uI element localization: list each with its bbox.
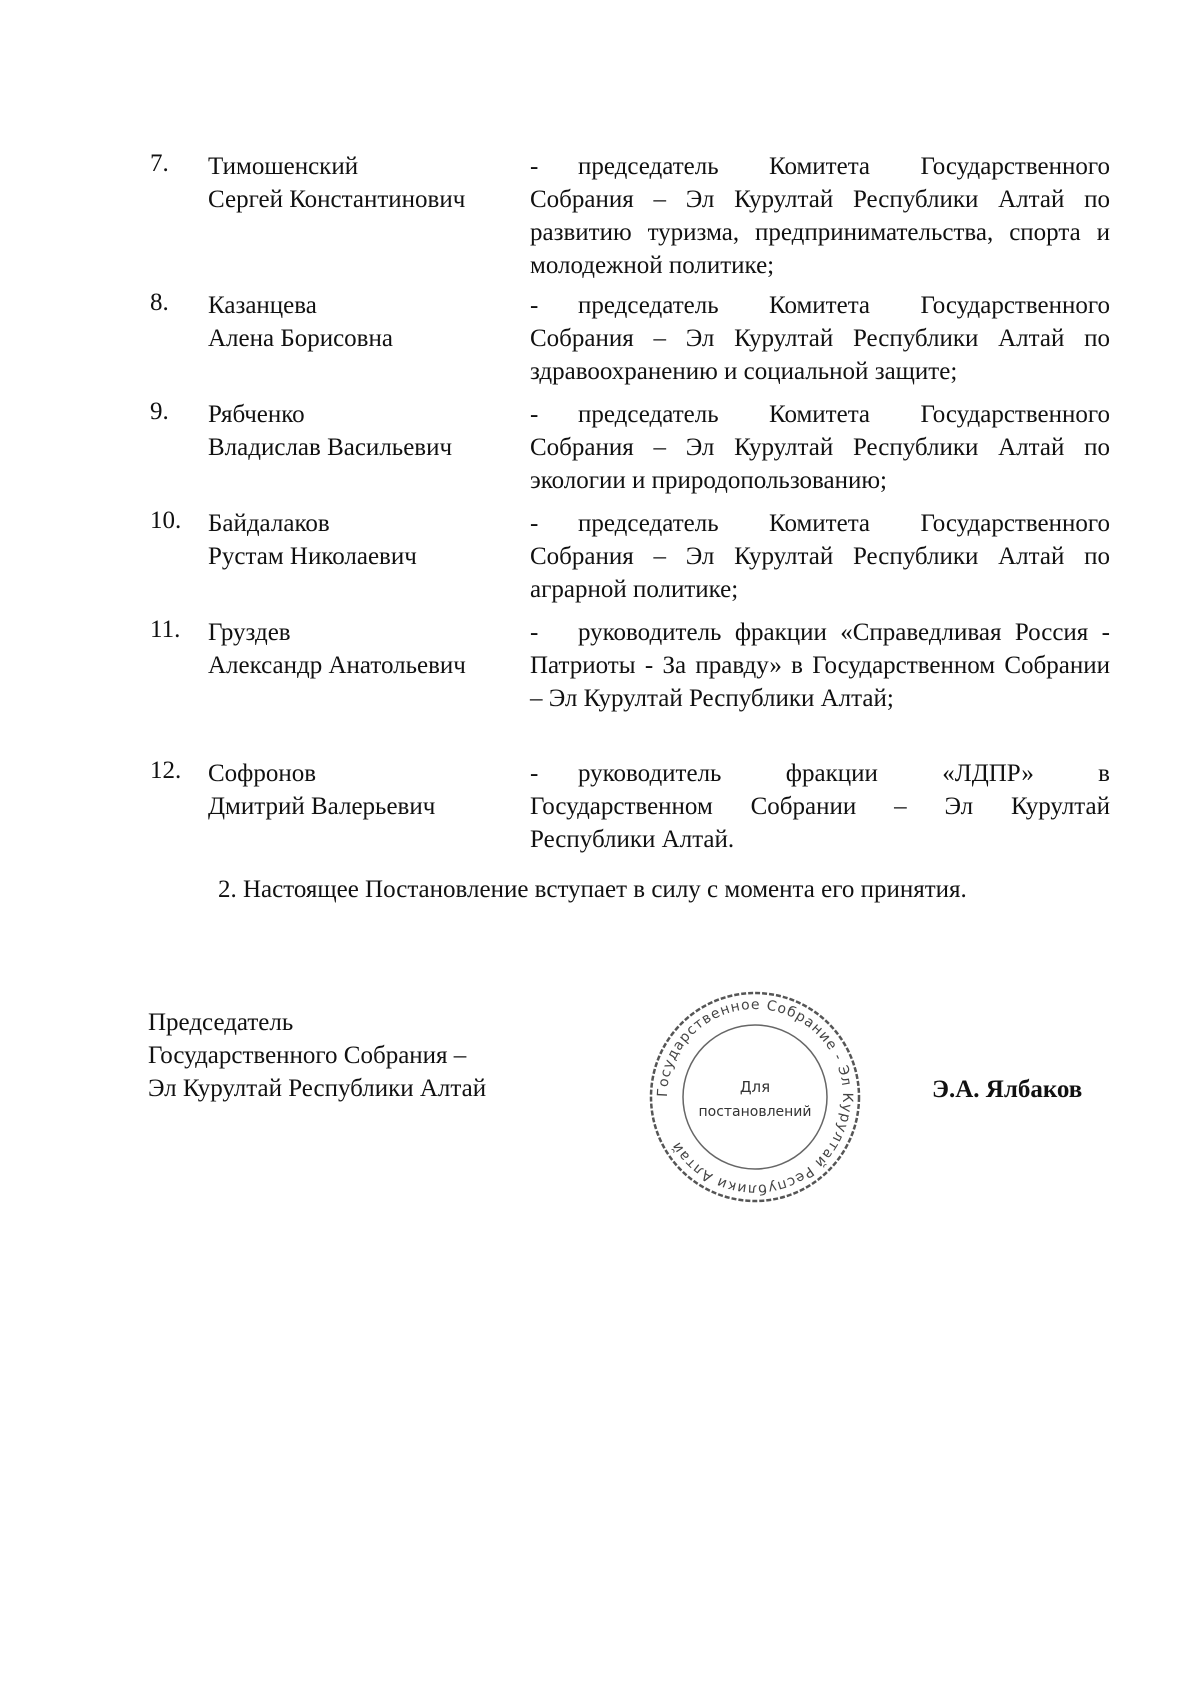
item-description [530, 150, 1110, 282]
item-name: Рябченко Владислав Васильевич [208, 401, 453, 461]
stamp-ring-text: Государственное Собрание - Эл Курултай Республики Алтай [654, 996, 856, 1198]
item-number: 7. [150, 150, 169, 177]
item-number: 12. [150, 757, 182, 784]
item-description-text: председатель Комитета Государственного Собрания – Эл Курултай Республики Алтай по развитию туризма, предпринимательства, спорта и молодежной политике; [530, 153, 1110, 279]
stamp-center-line1: Для [739, 1078, 771, 1096]
item-number: 11. [150, 616, 181, 643]
item-name: Груздев Александр Анатольевич [208, 619, 466, 679]
item-description [530, 507, 1110, 606]
item-description [530, 289, 1110, 388]
item-dash: - [530, 401, 539, 428]
item-name: Тимошенский Сергей Константинович [208, 153, 466, 213]
item-dash: - [530, 153, 539, 180]
item-number: 10. [150, 507, 182, 534]
item-name: Софронов Дмитрий Валерьевич [208, 760, 436, 820]
official-stamp [640, 984, 870, 1210]
signatory-title: Председатель Государственного Собрания – Эл Курултай Республики Алтай [148, 1009, 487, 1102]
stamp-outer-ring [651, 993, 859, 1201]
item-description-text: руководитель фракции «Справедливая Россия - Патриоты - За правду» в Государственном Собрании – Эл Курултай Республики Алтай; [530, 619, 1110, 712]
item-description-text: председатель Комитета Государственного Собрания – Эл Курултай Республики Алтай по аграрной политике; [530, 510, 1110, 603]
item-description-text: председатель Комитета Государственного Собрания – Эл Курултай Республики Алтай по здравоохранению и социальной защите; [530, 292, 1110, 385]
item-description-text: руководитель фракции «ЛДПР» в Государственном Собрании – Эл Курултай Республики Алтай. [530, 760, 1110, 853]
item-dash: - [530, 619, 539, 646]
item-description [530, 398, 1110, 497]
item-description [530, 757, 1110, 856]
item-number: 8. [150, 289, 169, 316]
svg-text:Государственное Собрание - Эл [655, 997, 855, 1197]
stamp-inner-ring [683, 1025, 827, 1169]
item-description-text: председатель Комитета Государственного Собрания – Эл Курултай Республики Алтай по экологии и природопользованию; [530, 401, 1110, 494]
item-name: Казанцева Алена Борисовна [208, 292, 393, 352]
item-description [530, 616, 1110, 715]
item-name: Байдалаков Рустам Николаевич [208, 510, 417, 570]
item-dash: - [530, 292, 539, 319]
item-dash: - [530, 510, 539, 537]
signatory-name: Э.А. Ялбаков [932, 1076, 1083, 1103]
item-number: 9. [150, 398, 169, 425]
stamp-center-line2: постановлений [698, 1104, 812, 1120]
item-dash: - [530, 760, 539, 787]
clause-2: 2. Настоящее Постановление вступает в силу с момента его принятия. [218, 876, 967, 903]
